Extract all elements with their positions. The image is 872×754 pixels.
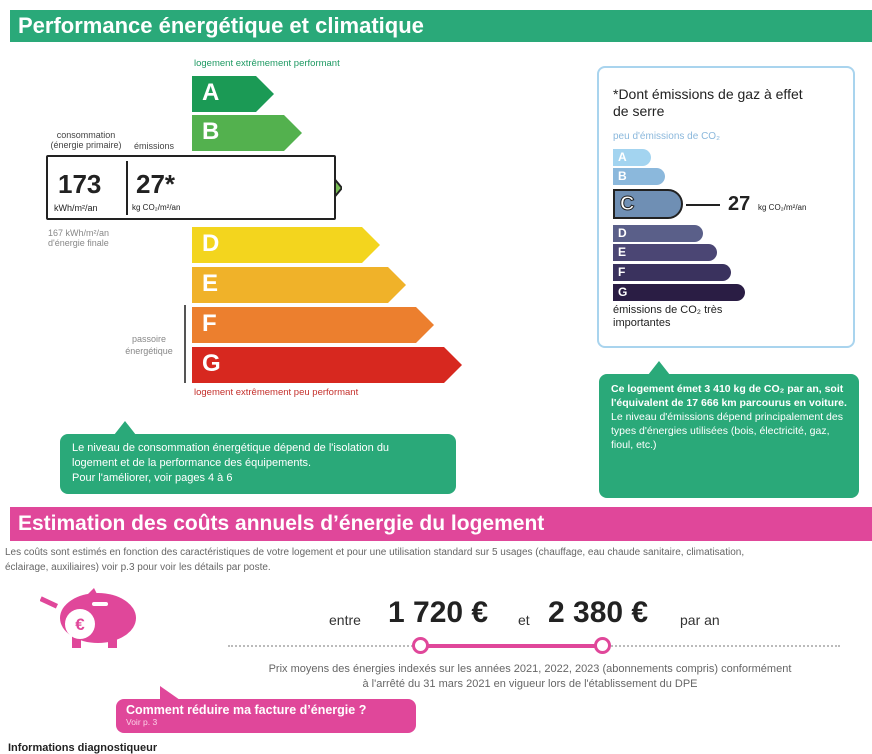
top-label: logement extrêmement performant xyxy=(194,58,340,69)
ghg-bar-a: A xyxy=(613,149,651,166)
consumption-label: consommation (énergie primaire) xyxy=(50,130,122,150)
price-note: Prix moyens des énergies indexés sur les années 2021, 2022, 2023 (abonnements compris) conformément à l'arrêté du 31 mars 2021 en vigueur lors de l'établissement du DPE xyxy=(268,663,792,690)
ghg-low-label: peu d'émissions de CO₂ xyxy=(613,131,720,142)
bottom-label: logement extrêmement peu performant xyxy=(194,387,359,398)
range-fill xyxy=(420,644,602,648)
ghg-unit: kg CO₂/m²/an xyxy=(758,203,807,212)
cost-per-year: par an xyxy=(680,612,720,628)
range-min-marker xyxy=(412,637,429,654)
ghg-high-label: émissions de CO₂ très importantes xyxy=(613,304,723,329)
ghg-info-bubble: Ce logement émet 3 410 kg de CO₂ par an, soit l'équivalent de 17 666 km parcourus en voiture. Le niveau d'émissions dépend principalement des types d'énergies utilisées (bois, électricité, gaz, fioul, etc.) xyxy=(599,374,859,498)
cost-min: 1 720 € xyxy=(388,596,489,629)
passoire-label: passoire énergétique xyxy=(125,334,173,356)
cost-between: entre xyxy=(329,612,361,628)
range-max-marker xyxy=(594,637,611,654)
consumption-info-bubble: Le niveau de consommation énergétique dépend de l'isolation du logement et de la performance des équipements. Pour l'améliorer, voir pages 4 à 6 xyxy=(60,434,456,494)
value-box xyxy=(46,155,336,220)
ghg-bar-d: D xyxy=(613,225,703,242)
ghg-pointer-line xyxy=(686,204,720,206)
ghg-title: *Dont émissions de gaz à effet de serre xyxy=(613,86,803,119)
consumption-value: 173 xyxy=(58,169,102,199)
ghg-bar-f: F xyxy=(613,264,731,281)
section-header-costs: Estimation des coûts annuels d’énergie du logement xyxy=(10,507,872,541)
divider xyxy=(126,161,128,215)
cta-reduce-bill[interactable]: Comment réduire ma facture d’énergie ? Voir p. 3 xyxy=(116,699,416,733)
svg-text:€: € xyxy=(75,615,85,634)
ghg-bar-g: G xyxy=(613,284,745,301)
ghg-bubble-pointer xyxy=(648,361,670,375)
emissions-value: 27* xyxy=(136,169,176,199)
ghg-bar-e: E xyxy=(613,244,717,261)
ghg-bar-b: B xyxy=(613,168,665,185)
costs-intro: Les coûts sont estimés en fonction des caractéristiques de votre logement et pour une utilisation standard sur 5 usages (chauffage, eau chaude sanitaire, climatisation, éclairage, auxiliaires) voir p.3 pour voir les détails par poste. xyxy=(5,547,745,573)
next-section-heading: Informations diagnostiqueur xyxy=(8,742,158,754)
cost-and: et xyxy=(518,612,530,628)
section-header-performance: Performance énergétique et climatique xyxy=(10,10,872,42)
ghg-value: 27 xyxy=(728,193,751,215)
emissions-label: émissions xyxy=(134,141,175,151)
consumption-unit: kWh/m²/an xyxy=(54,203,98,213)
cta-pointer xyxy=(160,686,180,700)
ghg-bar-c: C xyxy=(613,189,683,219)
final-energy-note: 167 kWh/m²/an d'énergie finale xyxy=(48,228,110,248)
cost-max: 2 380 € xyxy=(548,596,649,629)
emissions-unit: kg CO₂/m²/an xyxy=(132,203,181,212)
bubble-pointer xyxy=(114,421,136,435)
piggy-bank-icon xyxy=(40,588,140,650)
passoire-bracket xyxy=(184,305,186,383)
